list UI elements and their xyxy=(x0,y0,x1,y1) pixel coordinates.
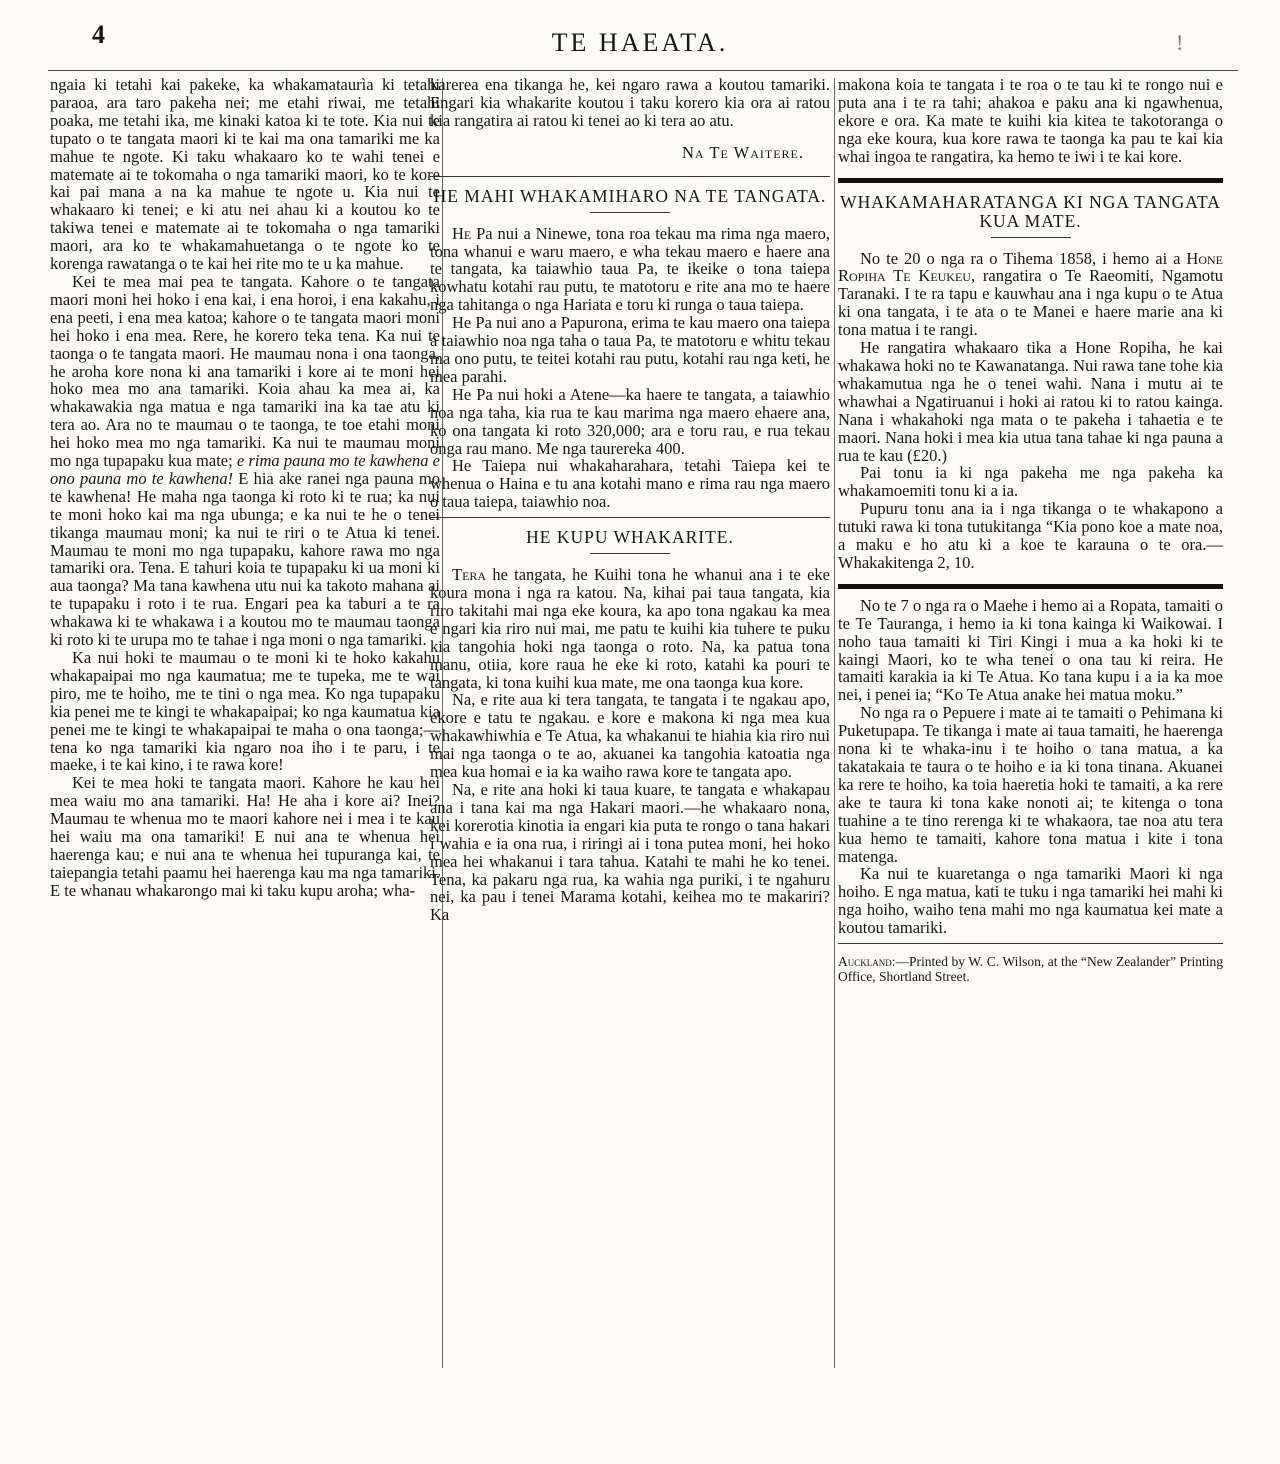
memorial-paragraph-2: He rangatira whakaaro tika a Hone Ropiha, he kai whakawa hoki no te Kawanatanga. Nui rawa tane tohe kia whakamutua nga he o tenei wahi. Nana i mutu ai te whawhai a Ngatiruanui i hoki ai ratou ki to ratou kainga. Nana i whakahoki nga mata o te pakeha i tahaetia e te maori. Nana hoki i mea kia utua tana tahae ki nga pauna a rua te kau (£20.) xyxy=(838,338,1223,465)
section-title-memorial: WHAKAMAHARATANGA KI NGA TANGATA KUA MATE. xyxy=(840,191,1221,231)
memorial-name: Hone Ropiha Te Keukeu, xyxy=(838,248,1223,286)
section-rule xyxy=(430,517,830,518)
column-1 xyxy=(50,76,440,900)
col3-paragraph-1: makona koia te tangata i te roa o te tau ki te rongo nui e puta ana i te ra tahi; ahakoa e paku ana ki ngawhenua, ekore e ora. Ka mate te kuihi kia kitea te takotoranga o nga eke koura, kua kore rawa te taonga ka pau te kai kia whai ingoa te rangatira, ka hemo te iwi i te kai kore. xyxy=(838,75,1223,166)
wonders-paragraph-3: He Pa nui hoki a Atene—ka haere te tangata, a taiawhio noa nga taha, kia rua te kau marima nga maero ehaere ana, ko ona tangata ki roto 320,000; ara e toru rau, e rua tekau onga rau mano. Me nga taurereka 400. xyxy=(430,384,830,458)
column-3 xyxy=(838,76,1223,984)
header-rule xyxy=(48,70,1238,71)
wonders-paragraph-1 xyxy=(430,225,830,315)
memorial-p1-b: rangatira o Te Raeomiti, Ngamotu Taranaki. I te ra tapu e kauwhau ana i nga kupu o te Atua ki ona tangata, i te ata o te Manei e haere marie ana ki tona matua i te rangi. xyxy=(838,266,1224,340)
memorial-paragraph-4: Pupuru tonu ana ia i nga tikanga o te whakapono a tutuki rawa ki tona tutukitanga “Kia pono koe a mate noa, a maku e ho atu ki a koe te karauna o te ora.—Whakakitenga 2, 10. xyxy=(838,499,1223,572)
section-title-wonders: HE MAHI WHAKAMIHARO NA TE TANGATA. xyxy=(433,185,827,206)
col1-p2-text: Kei te mea mai pea te tangata. Kahore o te tangata maori moni hei hoko i ena kai, i ena horoi, i ena kakahu, i ena peeti, i ena mea katoa; kahore o te tangata maori moni hei hoko i ena mea. Rere, he korero teka tena. Ka nui te taonga o te tangata maori. He maumau nona i ona taonga, he aroha kore nona ki ana tamariki i kore ai te moni hei hoko mea mo ana tamariki. Koia ahau ka mea ai, ka whakawakia nga matua e nga tamariki ina ka tae atu ki tera ao. Ara no te maumau o te taonga, te toe etahi moni hei hoko mea mo nga tamariki. Ka nui te maumau moni mo nga tupapaku kua mate; xyxy=(50,271,440,471)
col1-paragraph-4: Kei te mea hoki te tangata maori. Kahore he kau hei mea waiu mo ana tamariki. Ha! He aha i kore ai? Inei? Maumau te whenua mo te maori kahore nei i mea i te kau hei waiu ma ona tamariki! E nui ana te whenua hei haerenga kau; e nui ana te whenua hei tupuranga kai, te taiepangia tetahi paamu hei haerenga kau ma nga tamariki. E te whanau whakarongo mai ki taku kupu aroha; wha- xyxy=(50,773,440,900)
signature: Na Te Waitere. xyxy=(682,142,804,162)
column-divider-2 xyxy=(834,78,835,1368)
col1-p2-italic: e rima pauna mo te kawhena e ono pauna mo te kawhena! xyxy=(50,451,441,488)
colophon-rule xyxy=(838,943,1223,944)
title-underline xyxy=(991,237,1071,238)
notice-paragraph-3: Ka nui te kuaretanga o nga tamariki Maori ki nga hoiho. E nga matua, kati te tuku i nga tamariki hei mahi ki nga hoiho, waiho tena mahi mo nga kaumatua kei mate a koutou tamariki. xyxy=(838,864,1223,938)
section-title-parable: HE KUPU WHAKARITE. xyxy=(526,527,734,548)
wonders-lead: He xyxy=(452,223,472,243)
parable-paragraph-3: Na, e rite ana hoki ki taua kuare, te tangata e whakapau ana i tana kai ma nga Hakari maori.—he whakaaro nona, kei korerotia kinotia ia engari kia puta te rongo o tana hakari i wahia e ia ona rua, i riringi ai i tona putea moni, hei hoko mea hei whakanui i tara tahua. Katahi te mahi he ko tenei. Tena, ka pakaru nga rua, ka wahia nga puriki, i te ngahuru nei, ka pau i tenei Marama kotahi, keihea mo te makariri? Ka xyxy=(430,780,830,925)
section-heavy-rule xyxy=(838,178,1223,183)
notice-paragraph-1: No te 7 o nga ra o Maehe i hemo ai a Ropata, tamaiti o te Te Tauranga, i hemo ia ki tona kainga ki Waikowai. I noho taua tamaiti ki Tiri Kingi i mua a ka hoki ki te kaingi Maori, ko te wha tenei o ona tau ki reira. He tamaiti karakia ia ki Te Atua. Ko tana kupu i a ia ka moe nei, i penei ia; “Ko Te Atua anake hei matua moku.” xyxy=(838,595,1223,705)
title-underline xyxy=(590,553,670,554)
parable-lead: Tera xyxy=(452,565,487,585)
parable-paragraph-1 xyxy=(430,566,830,691)
memorial-p1-a: No te 20 o nga ra o Tihema 1858, i hemo ai a xyxy=(860,248,1181,268)
col1-paragraph-1: ngaia ki tetahi kai pakeke, ka whakamataurìa ki tetahi paraoa, ara taro pakeha nei; me etahi riwai, me tetahi poaka, me tetahi ika, me kinaki katoa ki te tote. Kia nui te tupato o te tangata maori ki te kai ma ona tamariki me ka mahue te ngote. Ki taku whakaaro ko te wahi tenei e matemate ai te tokomaha o nga tamariki maori, ko te kore kai pai mana a na ka mahue te ngote u. Kia nui te whakaaro ki tenei; e ki atu nei ahau ki a koutou ko te takiwa tenei e matemate ai te tokomaha o nga tamariki maori, ara ko te whakamahuetanga o te ngote ko te korenga rawatanga o te kai hei rite mo te u ka mahue. xyxy=(50,75,440,274)
masthead-title: TE HAEATA. xyxy=(551,28,729,57)
memorial-paragraph-1 xyxy=(838,250,1223,340)
col1-paragraph-2 xyxy=(50,273,440,649)
colophon xyxy=(838,954,1223,984)
colophon-place: Auckland: xyxy=(838,954,896,970)
wonders-paragraph-4: He Taiepa nui whakaharahara, tetahi Taiepa kei te whenua o Haina e tu ana kotahi mano e rima rau nga maero o taua taiepa, taiawhio noa. xyxy=(430,456,830,512)
notice-paragraph-2: No nga ra o Pepuere i mate ai te tamaiti o Pehimana ki Puketupapa. Te tikanga i mate ai taua tamaiti, he haerenga nona ki te whaka-inu i te hoiho o tana matua, a ka takatakaia te taura o te hoiho e ia ki tona tinana. Akuanei ka rere te hoiho, ka toia haeretia hoki te tamaiti, a ka rere ake te taura ki tona kake nonoti ai; te kitenga o tona tuahine a te tino rerenga ki te whakaora, tae noa atu tera kua hemo te tamaiti, kahore tona matua i kite i tona matenga. xyxy=(838,703,1223,866)
wonders-p1-text: Pa nui a Ninewe, tona roa tekau ma rima nga maero, tona whanui e waru maero, e wha tekau maero e haere ana te tangata, ka taiawhio taua Pa, te ikeike o tona taiepa kowhatu kotahi rau putu, te matotoru e rite ana mo te haere nga tahitanga o nga Hariata e toru ki runga o taua taiepa. xyxy=(430,223,830,315)
col2-paragraph-1: karerea ena tikanga he, kei ngaro rawa a koutou tamariki. Engari kia whakarite koutou i taku korero kia ora ai ratou kia rangatira ai ratou ki tenei ao ki tera ao atu. xyxy=(430,75,830,130)
parable-p1-text: he tangata, he Kuihi tona he whanui ana i te eke koura mona i nga ra katou. Na, kihai pai taua tangata, kia riro takitahi mai nga eke koura, ka apo tona ngakau ka mea e ngari kia riro nui mai, me patu te kuihi kia tuhere te puku kia tangohia hoki nga taonga o roto. Na, ka patua tona manu, otiia, kore raua he eke ki roto, katahi ka pouri te tangata, ki tona kuihi kua mate, me ona taonga kua kore. xyxy=(430,565,830,692)
parable-paragraph-2: Na, e rite aua ki tera tangata, te tangata i te ngakau apo, ekore e tatu te ngakau. e kore e makona ki nga mea kua whakawhiwhia e Te Atua, ka whakanui te hiahia kia riro nui mai nga taonga o te ao, akuanei ka tangohia katoatia nga mea kua homai e ia ka waiho rawa kore te tangata apo. xyxy=(430,690,830,782)
memorial-paragraph-3: Pai tonu ia ki nga pakeha me nga pakeha ka whakamoemiti tonu ki a ia. xyxy=(838,463,1223,501)
title-underline xyxy=(590,212,670,213)
column-2 xyxy=(430,76,830,924)
corner-mark: ! xyxy=(1176,30,1184,55)
col1-paragraph-3: Ka nui hoki te maumau o te moni ki te hoko kakahu whakapaipai mo nga kaumatua; me te tupeka, me te wai piro, me te hoiho, me te tini o nga mea. Ko nga tupapaku kia penei me te kingi te whakapaipai; ko nga kaumatua kia penei me te kingi te whakapaipai te maha o ona taonga;—tena ko nga tamariki kia ngaro noa iho i te paru, i te maeke, i te kai kino, i te rawa kore! xyxy=(50,648,440,775)
col1-p2-end: E hia ake ranei nga pauna mo te kawhena! He maha nga taonga ki roto ki te rua; ka nui te moni hoko kai ma nga ubunga; e ka nui te he o tenei tikanga maumau moni; ka nui te riri o te Atua ki tenei. Maumau te moni mo nga tupapaku, kahore rawa mo nga tamariki ora. Tena. E tahuri koia te tupapaku ki ua moni ki aua taonga? Ma tana kawhena utu nui ka takoto mahana ai te tupapaku i roto i te rua. Engari pea ka taburi a te ra whakawa ki te whakawa i a koutou mo te maumau taonga ki roto ki te urupa mo te tahae i nga moni o nga tamariki. xyxy=(50,468,440,650)
page-number: 4 xyxy=(92,20,105,49)
section-heavy-rule xyxy=(838,584,1223,589)
section-rule xyxy=(430,176,830,177)
colophon-text: —Printed by W. C. Wilson, at the “New Zealander” Printing Office, Shortland Street. xyxy=(838,954,1223,985)
wonders-paragraph-2: He Pa nui ano a Papurona, erima te kau maero ona taiepa a taiawhio noa nga taha o taua Pa, te matotoru e whitu tekau ma ono putu, te teitei kotahi rau putu, kotahi rau nga keti, he mea parahi. xyxy=(430,313,830,386)
